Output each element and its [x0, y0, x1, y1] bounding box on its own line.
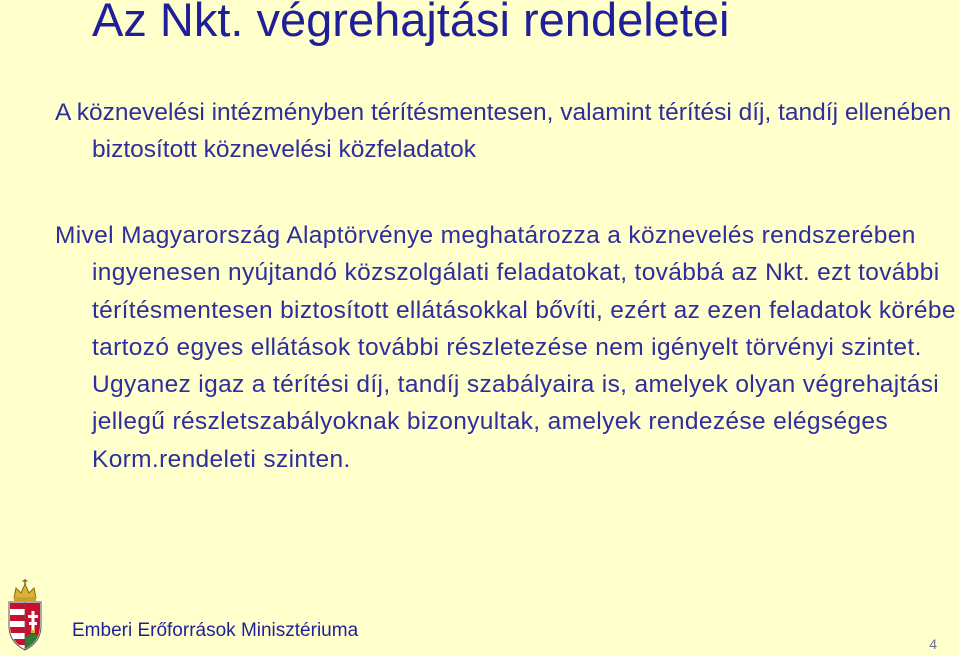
slide-body-paragraph: Mivel Magyarország Alaptörvénye meghatározza a köznevelés rendszerében ingyenesen nyújtandó közszolgálati feladatokat, továbbá az Nkt. ezt további térítésmentesen biztosított ellátásokkal bővíti, ezért az ezen feladatok körébe tartozó egyes ellátások további részletezése nem igényelt törvényi szintet. Ugyanez igaz a térítési díj, tandíj szabályaira is, amelyek olyan végrehajtási jellegű részletszabályoknak bizonyultak, amelyek rendezése elégséges Korm.rendeleti szinten. [55, 222, 956, 473]
slide-title: Az Nkt. végrehajtási rendeletei [92, 0, 730, 46]
footer-organization: Emberi Erőforrások Minisztériuma [72, 620, 359, 641]
slide-subtitle: A köznevelési intézményben térítésmentesen, valamint térítési díj, tandíj ellenében biztosított köznevelési közfeladatok [55, 99, 952, 163]
hungarian-coat-of-arms-icon [6, 578, 44, 652]
page-number: 4 [929, 636, 937, 652]
